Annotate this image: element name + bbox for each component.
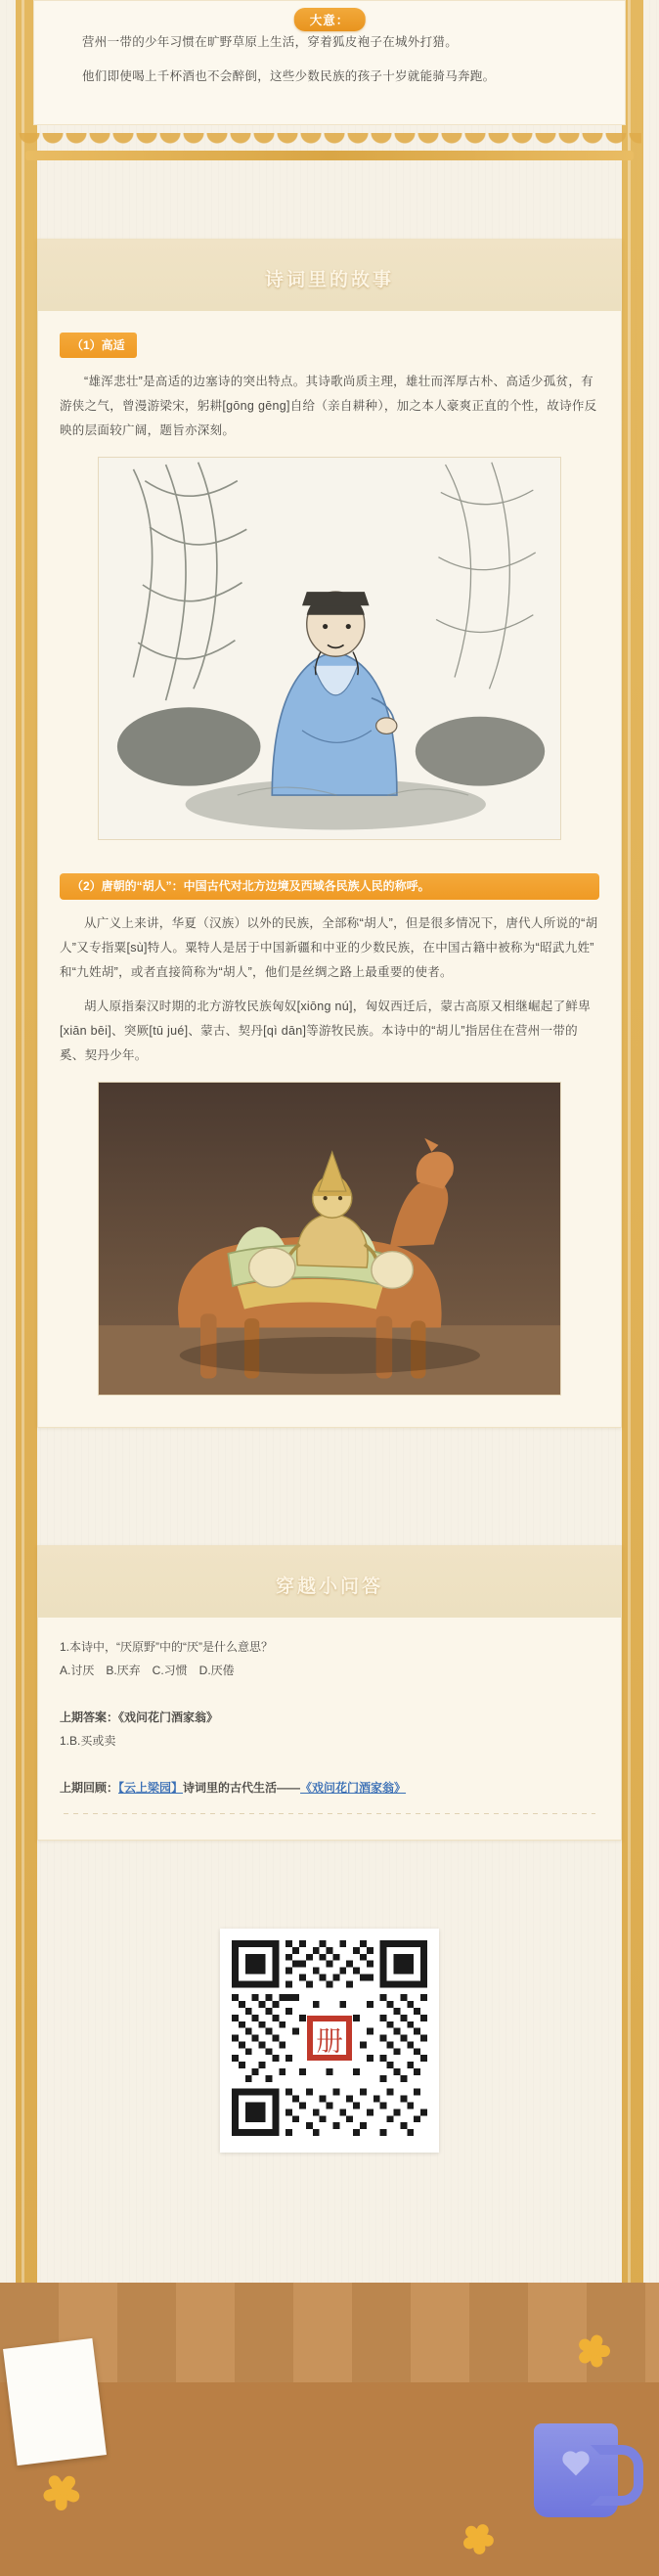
divider xyxy=(64,1813,595,1814)
summary-badge: 大意： xyxy=(294,8,366,31)
spacer xyxy=(0,1506,659,1545)
qr-section xyxy=(0,1899,659,2153)
review-link-poem[interactable]: 《戏问花门酒家翁》 xyxy=(300,1780,407,1795)
previous-review-row xyxy=(60,1776,599,1799)
story-section-body xyxy=(38,311,621,1427)
summary-paragraph: 营州一带的少年习惯在旷野草原上生活，穿着狐皮袍子在城外打猎。 xyxy=(82,35,459,49)
desk-footer xyxy=(0,2283,659,2576)
quiz-question: 1.本诗中，“厌原野”中的“厌”是什么意思？ xyxy=(60,1639,273,1654)
tang-sancai-camel-figurine xyxy=(98,1082,562,1396)
spacer xyxy=(0,160,659,239)
review-link-column[interactable]: 【云上梁园】 xyxy=(118,1780,184,1795)
spacer xyxy=(0,1841,659,1899)
heart-icon xyxy=(565,2454,588,2476)
decorative-gold-bar xyxy=(25,151,634,160)
summary-section xyxy=(0,0,659,160)
previous-answer-item: 1.B.买或卖 xyxy=(60,1733,116,1748)
decorative-wave xyxy=(18,125,641,151)
quiz-section-body xyxy=(38,1618,621,1840)
spacer xyxy=(60,1753,599,1776)
previous-review-label: 上期回顾： xyxy=(60,1780,119,1795)
story-section-header xyxy=(38,240,621,311)
quiz-section-header xyxy=(38,1546,621,1618)
qr-center-glyph: 册 xyxy=(316,2024,343,2058)
story-item1-label: （1）高适 xyxy=(60,333,137,358)
story-item1-text: “雄浑悲壮”是高适的边塞诗的突出特点。其诗歌尚质主理，雄壮而浑厚古朴、高适少孤贫，有游侠之气，曾漫游梁宋，躬耕[gōng gēng]自给（亲自耕种），加之本人豪爽正直的个性，故诗作反映的层面较广阔，题旨亦深刻。 xyxy=(60,375,597,438)
story-item2-paragraph: 胡人原指秦汉时期的北方游牧民族匈奴[xiōng nú]，匈奴西迁后，蒙古高原又相继崛起了鲜卑[xiān bēi]、突厥[tū jué]、蒙古、契丹[qì dān]等游牧民族。本诗中的“胡儿”指居住在营州一带的奚、契丹少年。 xyxy=(60,999,592,1062)
qr-code[interactable] xyxy=(220,1929,439,2153)
previous-answer-row xyxy=(60,1706,599,1729)
previous-answer-label: 上期答案： xyxy=(60,1710,119,1724)
spacer xyxy=(60,846,599,869)
summary-paragraph: 他们即使喝上千杯酒也不会醉倒，这些少数民族的孩子十岁就能骑马奔跑。 xyxy=(82,69,496,83)
quiz-section-title: 穿越小问答 xyxy=(275,1576,383,1597)
story-section-title: 诗词里的故事 xyxy=(264,270,394,290)
story-item2-paragraph: 从广义上来讲，华夏（汉族）以外的民族，全部称“胡人”，但是很多情况下，唐代人所说的“胡人”又专指粟[sù]特人。粟特人是居于中国新疆和中亚的少数民族，在中国古籍中被称为“昭武九姓”和“九姓胡”，或者直接简称为“胡人”，他们是丝绸之路上最重要的使者。 xyxy=(60,915,598,979)
coffee-mug xyxy=(534,2423,618,2517)
review-text: 诗词里的古代生活—— xyxy=(183,1780,301,1795)
story-section-card xyxy=(37,239,622,1428)
ink-painting-poet-under-willow xyxy=(98,457,562,840)
quiz-options: A.讨厌 B.厌弃 C.习惯 D.厌倦 xyxy=(60,1663,235,1677)
spacer xyxy=(60,1682,599,1706)
paper-sheet xyxy=(3,2338,107,2465)
spacer xyxy=(0,1428,659,1506)
spacer xyxy=(0,2153,659,2299)
previous-answer-title: 《戏问花门酒家翁》 xyxy=(118,1710,219,1724)
story-item2-label: （2）唐朝的“胡人”：中国古代对北方边境及西域各民族人民的称呼。 xyxy=(60,873,599,899)
quiz-section-card xyxy=(37,1545,622,1841)
